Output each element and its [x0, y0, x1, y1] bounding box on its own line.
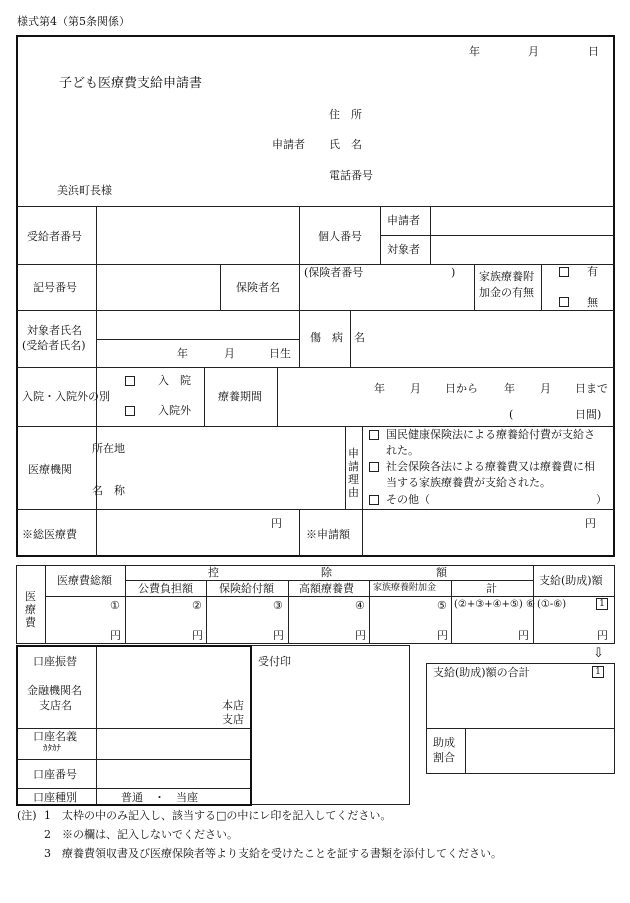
expense-total-header: 医療費総額 [57, 574, 112, 587]
applicant-label: 申請者 [272, 138, 305, 151]
yen-insurance: 円 [273, 629, 284, 642]
note-1-text: 太枠の中のみ記入し、該当する□の中にレ印を記入してください。 [62, 809, 392, 822]
account-type-label: 口座種別 [33, 791, 77, 804]
date-day-label: 日 [588, 45, 599, 58]
apply-amount-yen: 円 [585, 517, 596, 530]
reason-social-line2: 当する家族療養費が支給された。 [386, 476, 551, 489]
bank-institution-field[interactable] [98, 649, 218, 726]
yen-high-cost: 円 [355, 629, 366, 642]
account-holder-field[interactable] [98, 730, 248, 758]
circled-2: ② [192, 599, 202, 612]
payment-amount-header: 支給(助成)額 [539, 574, 603, 587]
reason-nhi-line2: れた。 [386, 444, 419, 457]
institution-name-label: 名 称 [92, 484, 125, 497]
subject-personal-number-field[interactable] [432, 237, 612, 263]
payment-total-badge: 1 [592, 666, 604, 678]
circled-5: ⑤ [437, 599, 447, 612]
total-medical-label: ※総医療費 [22, 528, 77, 541]
family-allowance-yes-checkbox[interactable] [559, 267, 569, 277]
col-insurance-benefit: 保険給付額 [219, 582, 274, 595]
account-type-options[interactable]: 普通 ・ 当座 [121, 791, 198, 804]
institution-label-2: 支店名 [39, 699, 72, 712]
insurer-number-open: (保険者番号 [304, 266, 364, 279]
addressee: 美浜町長様 [57, 184, 112, 197]
reason-other-checkbox[interactable] [369, 495, 379, 505]
institution-location-label: 所在地 [92, 442, 125, 455]
recipient-number-field[interactable] [98, 208, 297, 262]
inpatient-label: 入 院 [158, 374, 191, 387]
insurer-number-close: ) [451, 266, 456, 279]
family-allowance-label-1: 家族療養附 [479, 270, 534, 283]
inpatient-type-label: 入院・入院外の別 [22, 390, 110, 403]
account-holder-label-1: 口座名義 [33, 730, 77, 743]
down-arrow-icon: ⇩ [593, 646, 604, 661]
family-allowance-no-checkbox[interactable] [559, 297, 569, 307]
personal-number-subject-label: 対象者 [387, 243, 420, 256]
col-sum: 計 [486, 582, 497, 595]
note-2-number: 2 [44, 828, 51, 841]
head-office-label: 本店 [222, 699, 244, 712]
subsidy-ratio-field[interactable] [467, 730, 613, 772]
deduction-char-3: 額 [436, 566, 447, 579]
address-label: 住 所 [329, 108, 362, 121]
deduction-char-1: 控 [208, 566, 219, 579]
symbol-number-field[interactable] [98, 266, 218, 308]
reason-other-close: ） [596, 493, 607, 506]
form-number-label: 様式第4（第5条関係） [17, 15, 130, 28]
disease-label: 傷 病 名 [310, 331, 365, 344]
insurer-name-label: 保険者名 [236, 281, 280, 294]
subsidy-ratio-label-2: 割合 [433, 751, 455, 764]
birth-year-label: 年 [177, 347, 188, 360]
yen-public: 円 [192, 629, 203, 642]
outpatient-label: 入院外 [158, 404, 191, 417]
date-month-label: 月 [528, 45, 539, 58]
account-number-field[interactable] [98, 761, 248, 787]
period-from-month: 月 [410, 382, 421, 395]
subject-name-label-1: 対象者氏名 [27, 324, 82, 337]
subject-name-label-2: (受給者氏名) [22, 339, 86, 352]
reception-stamp-label: 受付印 [258, 655, 291, 668]
yen-family: 円 [437, 629, 448, 642]
payment-total-field[interactable] [428, 682, 613, 726]
deduction-char-2: 除 [321, 566, 332, 579]
notes-prefix: (注) [17, 809, 37, 822]
note-2-text: ※の欄は、記入しないでください。 [62, 828, 238, 841]
note-1-number: 1 [44, 809, 51, 822]
account-holder-label-2: ｶﾀｶﾅ [43, 744, 62, 754]
institution-label-1: 金融機関名 [27, 684, 82, 697]
reason-other-label: その他（ [386, 493, 430, 506]
circled-4: ④ [355, 599, 365, 612]
payment-badge: 1 [596, 598, 608, 610]
outpatient-checkbox[interactable] [125, 406, 135, 416]
note-3-text: 療養費領収書及び医療保険者等より支給を受けたことを証する書類を添付してください。 [62, 847, 502, 860]
col-high-cost: 高額療養費 [299, 582, 354, 595]
subject-name-field[interactable] [98, 312, 297, 338]
personal-number-label: 個人番号 [318, 230, 362, 243]
applicant-personal-number-field[interactable] [432, 208, 612, 234]
treatment-period-label: 療養期間 [218, 390, 262, 403]
family-allowance-yes-label: 有 [587, 265, 598, 278]
branch-label: 支店 [222, 713, 244, 726]
total-medical-field[interactable] [98, 511, 297, 555]
period-from-day: 日から [445, 382, 478, 395]
payment-formula: (①-⑥) [537, 599, 567, 610]
reason-nhi-checkbox[interactable] [369, 430, 379, 440]
family-allowance-label-2: 加金の有無 [479, 286, 534, 299]
col-family-allowance: 家族療養附加金 [373, 583, 437, 593]
account-number-label: 口座番号 [33, 768, 77, 781]
period-from-year: 年 [374, 382, 385, 395]
family-allowance-no-label: 無 [587, 296, 598, 309]
period-days-open: ( [509, 408, 514, 421]
recipient-number-label: 受給者番号 [27, 230, 82, 243]
yen-sum: 円 [518, 629, 529, 642]
yen-total: 円 [110, 629, 121, 642]
account-transfer-label: 口座振替 [33, 655, 77, 668]
apply-amount-label: ※申請額 [306, 528, 350, 541]
date-year-label: 年 [469, 45, 480, 58]
page-title: 子ども医療費支給申請書 [59, 76, 203, 91]
period-to-day: 日まで [575, 382, 608, 395]
phone-label: 電話番号 [329, 169, 373, 182]
note-3-number: 3 [44, 847, 51, 860]
reason-social-line1: 社会保険各法による療養費又は療養費に相 [386, 460, 595, 473]
birth-month-label: 月 [224, 347, 235, 360]
period-to-year: 年 [504, 382, 515, 395]
circled-1: ① [110, 599, 120, 612]
reason-nhi-line1: 国民健康保険法による療養給付費が支給さ [386, 428, 595, 441]
subsidy-ratio-label-1: 助成 [433, 736, 455, 749]
total-medical-yen: 円 [271, 517, 282, 530]
reason-social-insurance-checkbox[interactable] [369, 462, 379, 472]
medical-institution-field[interactable] [140, 430, 340, 506]
expense-side-label: 医 療 費 [25, 590, 36, 629]
yen-payment: 円 [597, 629, 608, 642]
symbol-number-label: 記号番号 [33, 281, 77, 294]
inpatient-checkbox[interactable] [125, 376, 135, 386]
period-days-label: 日間) [575, 408, 602, 421]
name-label: 氏 名 [329, 138, 362, 151]
period-to-month: 月 [540, 382, 551, 395]
medical-institution-label: 医療機関 [28, 463, 72, 476]
reception-stamp-box [252, 645, 410, 805]
personal-number-applicant-label: 申請者 [387, 214, 420, 227]
circled-3: ③ [273, 599, 283, 612]
payment-total-label: 支給(助成)額の合計 [433, 666, 530, 679]
reason-vertical-label: 申 請 理 由 [348, 447, 359, 499]
apply-amount-field[interactable] [364, 511, 613, 555]
sum-formula: (②+③+④+⑤) ⑥ [454, 599, 535, 610]
col-public-burden: 公費負担額 [138, 582, 193, 595]
disease-field[interactable] [352, 312, 612, 365]
birth-day-label: 日生 [269, 347, 291, 360]
